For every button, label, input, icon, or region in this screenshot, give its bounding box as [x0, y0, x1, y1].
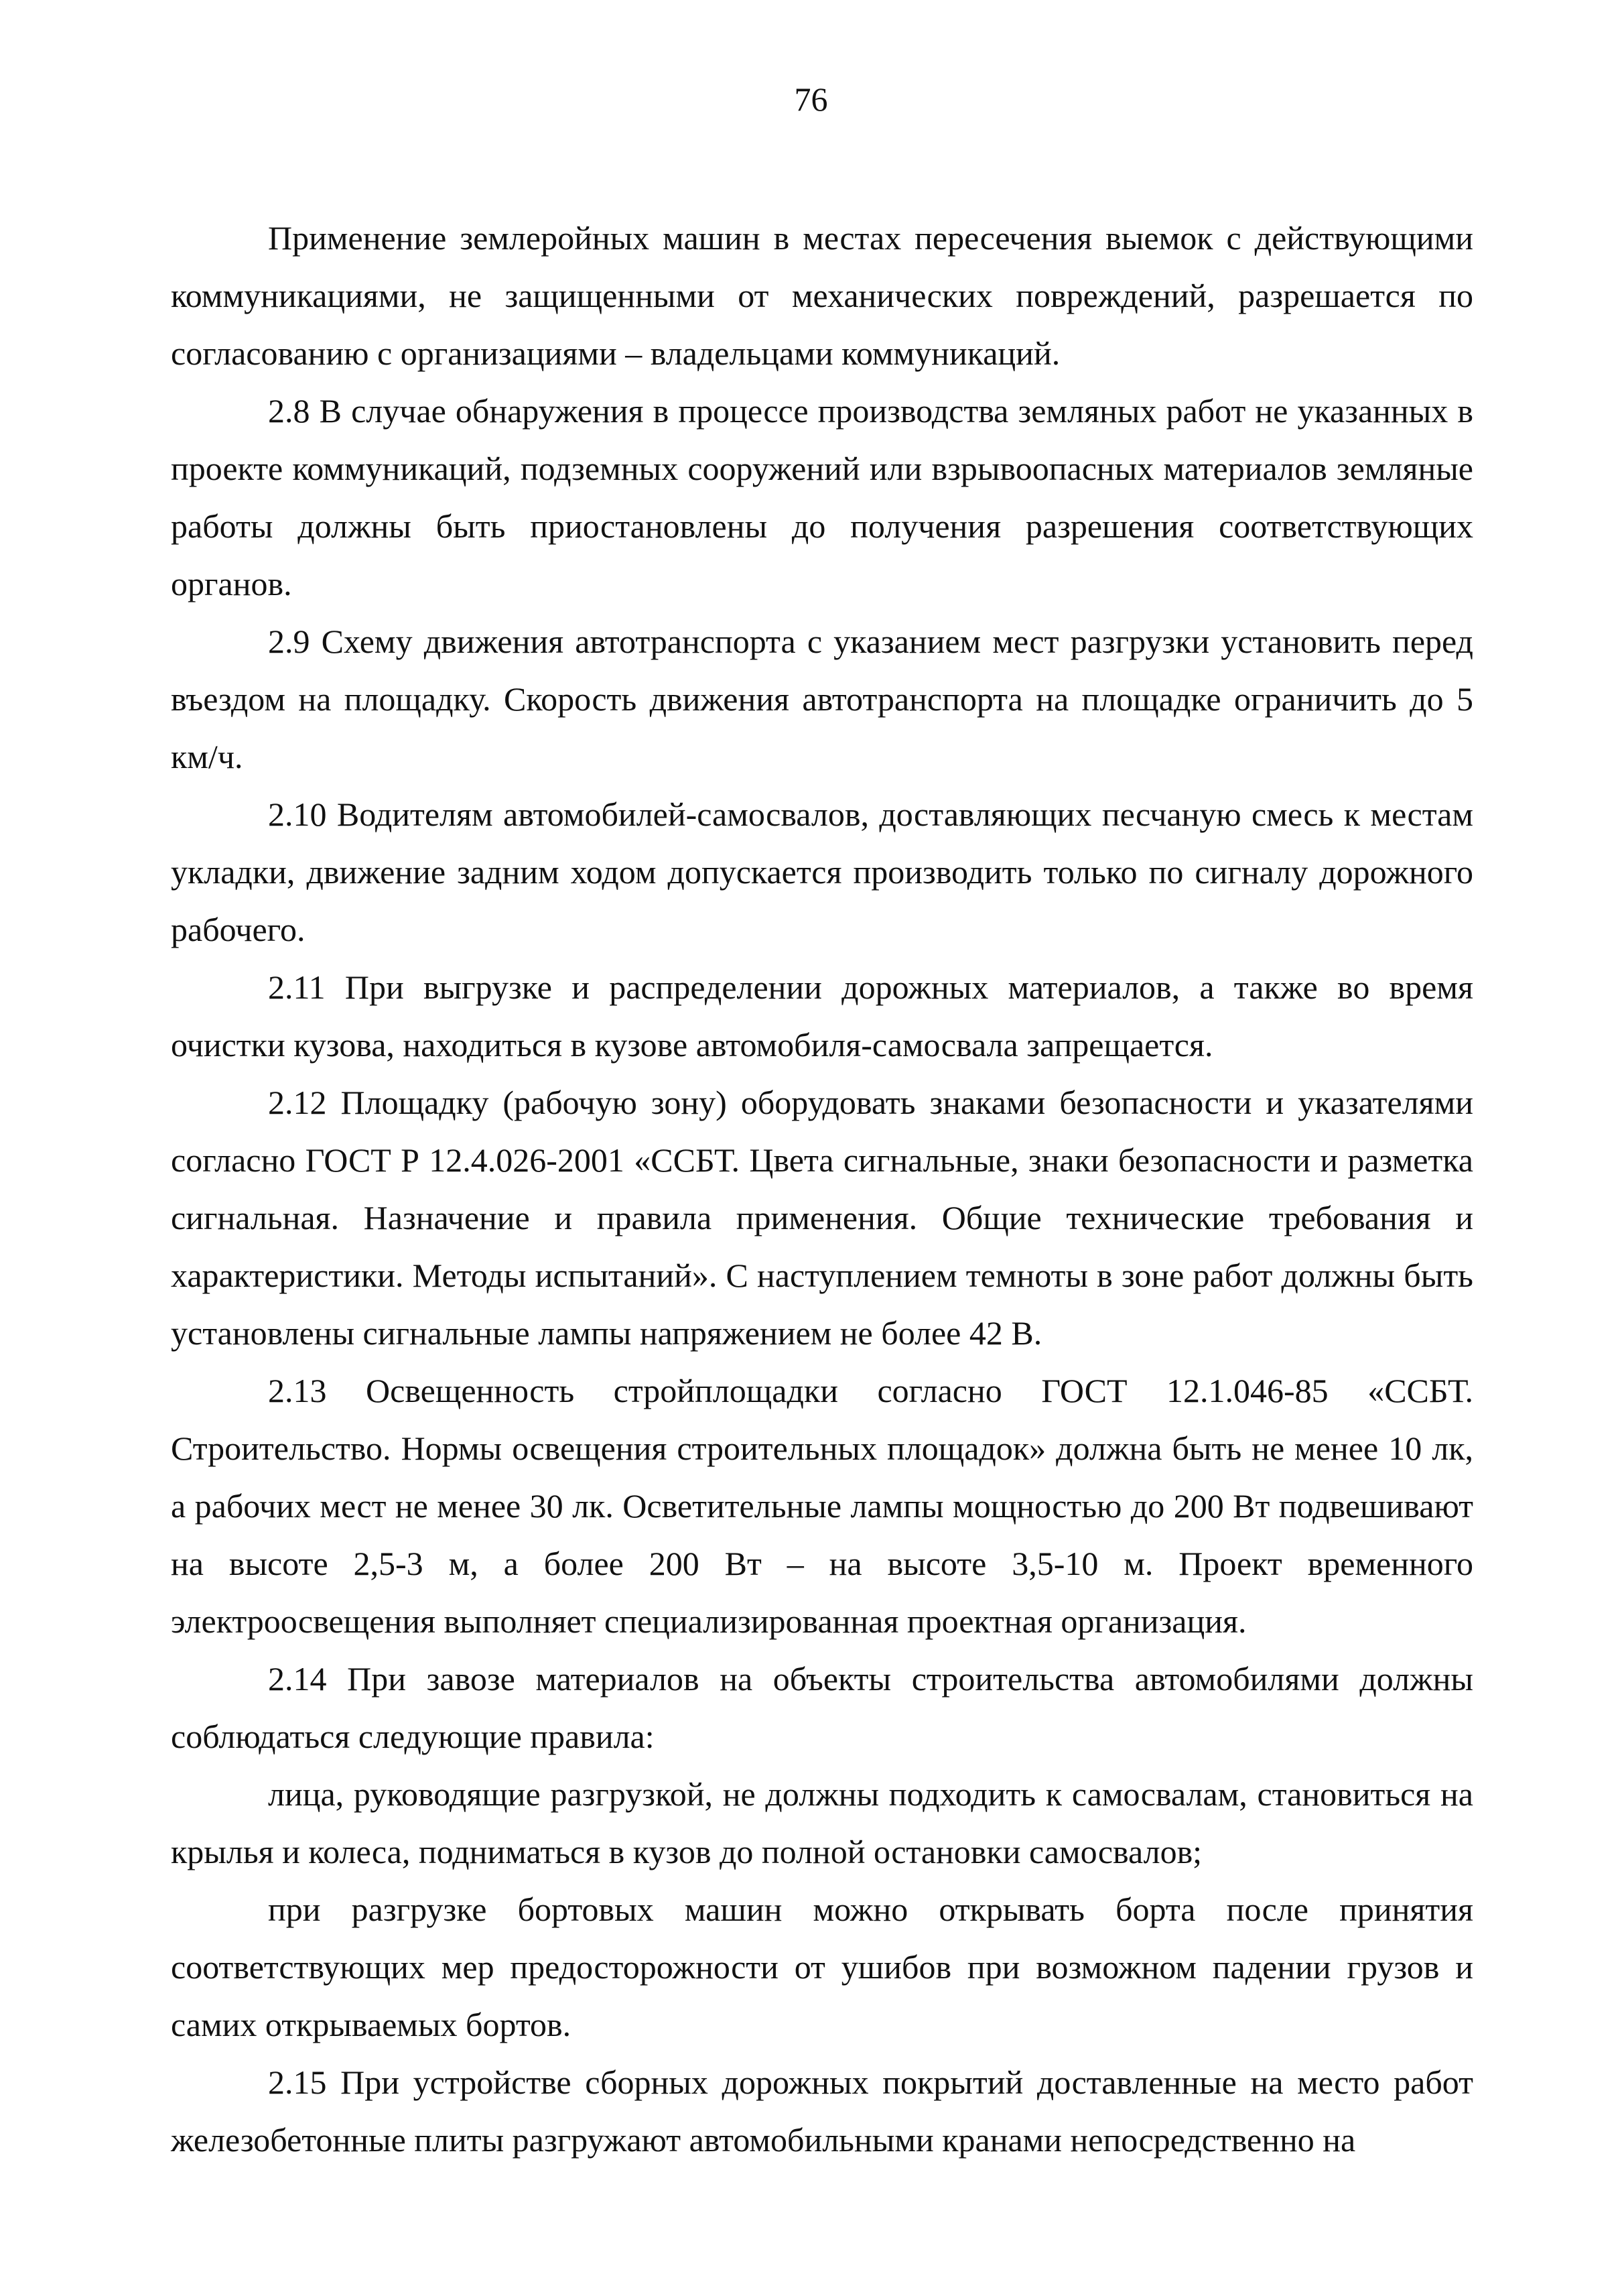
paragraph-2-14: 2.14 При завозе материалов на объекты строительства автомобилями должны соблюдаться следующие правила: [171, 1660, 1473, 1755]
paragraph-2-15: 2.15 При устройстве сборных дорожных покрытий доставленные на место работ железобетонные плиты разгружают автомобильными кранами непосредственно на [171, 2063, 1473, 2159]
paragraph-2-10: 2.10 Водителям автомобилей-самосвалов, доставляющих песчаную смесь к местам укладки, движение задним ходом допускается производить только по сигналу дорожного рабочего. [171, 795, 1473, 948]
paragraph-2-8: 2.8 В случае обнаружения в процессе производства земляных работ не указанных в проекте коммуникаций, подземных сооружений или взрывоопасных материалов земляные работы должны быть приостановлены до получения разрешения соответствующих органов. [171, 392, 1473, 602]
paragraph-2-11: 2.11 При выгрузке и распределении дорожных материалов, а также во время очистки кузова, находиться в кузове автомобиля-самосвала запрещается. [171, 968, 1473, 1064]
paragraph-intro: Применение землеройных машин в местах пересечения выемок с действующими коммуникациями, не защищенными от механических повреждений, разрешается по согласованию с организациями – владельцами коммуникаций. [171, 219, 1473, 372]
paragraph-2-14-rule-2: при разгрузке бортовых машин можно открывать борта после принятия соответствующих мер предосторожности от ушибов при возможном падении грузов и самих открываемых бортов. [171, 1891, 1473, 2043]
paragraph-2-9: 2.9 Схему движения автотранспорта с указанием мест разгрузки установить перед въездом на площадку. Скорость движения автотранспорта на площадке ограничить до 5 км/ч. [171, 623, 1473, 775]
paragraph-2-13: 2.13 Освещенность стройплощадки согласно ГОСТ 12.1.046-85 «ССБТ. Строительство. Нормы освещения строительных площадок» должна быть не менее 10 лк, а рабочих мест не менее 30 лк. Осветительные лампы мощностью до 200 Вт подвешивают на высоте 2,5-3 м, а более 200 Вт – на высоте 3,5-10 м. Проект временного электроосвещения выполняет специализированная проектная организация. [171, 1372, 1473, 1640]
paragraph-2-12: 2.12 Площадку (рабочую зону) оборудовать знаками безопасности и указателями согласно ГОСТ Р 12.4.026-2001 «ССБТ. Цвета сигнальные, знаки безопасности и разметка сигнальная. Назначение и правила применения. Общие технические требования и характеристики. Методы испытаний». С наступлением темноты в зоне работ должны быть установлены сигнальные лампы напряжением не более 42 В. [171, 1084, 1473, 1352]
page-number: 76 [794, 80, 828, 118]
paragraph-2-14-rule-1: лица, руководящие разгрузкой, не должны подходить к самосвалам, становиться на крылья и колеса, подниматься в кузов до полной остановки самосвалов; [171, 1775, 1473, 1870]
document-body [171, 209, 1473, 2169]
